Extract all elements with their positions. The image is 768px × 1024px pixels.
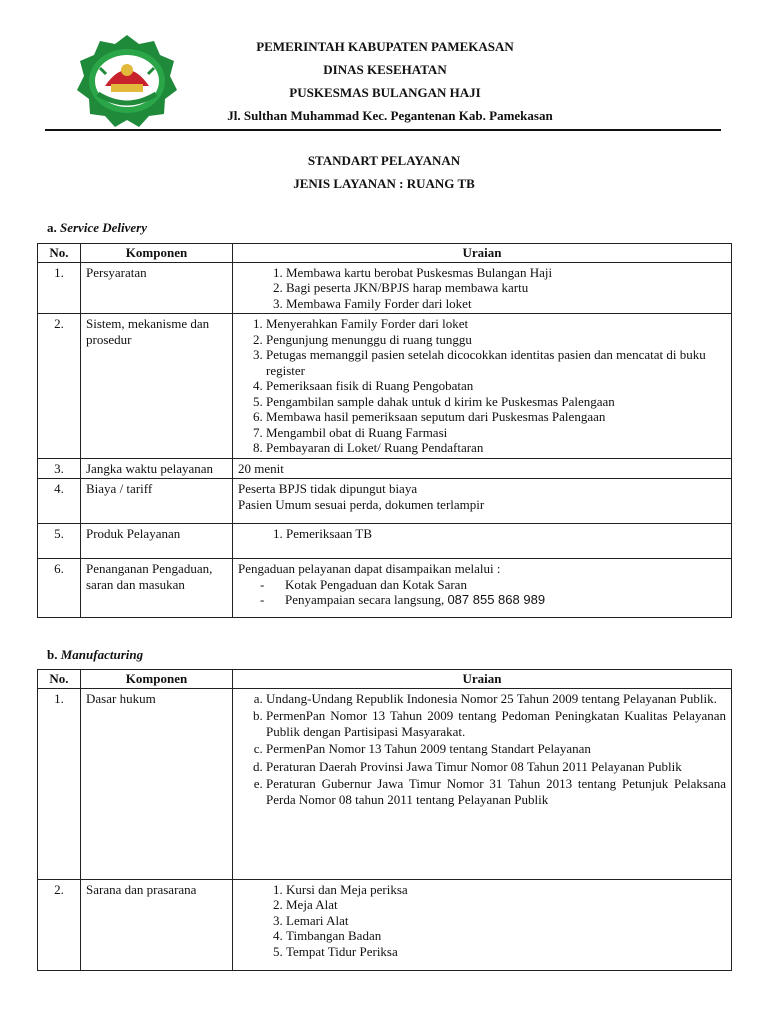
- table-header-row: [38, 670, 732, 689]
- list-item: 3. Lemari Alat: [286, 913, 726, 929]
- header-government: PEMERINTAH KABUPATEN PAMEKASAN: [256, 39, 514, 54]
- list-item: a. Undang-Undang Republik Indonesia Nomor 25 Tahun 2009 tentang Pelayanan Publik.: [266, 691, 726, 707]
- list-item: 4. Pemeriksaan fisik di Ruang Pengobatan: [266, 378, 726, 394]
- table-header-row: [38, 244, 732, 263]
- list-item: 4. Timbangan Badan: [286, 928, 726, 944]
- table-row: [38, 262, 732, 314]
- header-department: DINAS KESEHATAN: [323, 62, 447, 77]
- cost-line: Pasien Umum sesuai perda, dokumen terlampir: [238, 496, 485, 512]
- list-item: 2. Pengunjung menunggu di ruang tunggu: [266, 332, 726, 348]
- row-number: 3.: [38, 458, 81, 479]
- list-item: 1. Kursi dan Meja periksa: [286, 882, 726, 898]
- section-a-heading: a. Service Delivery: [47, 220, 147, 235]
- list-item: 7. Mengambil obat di Ruang Farmasi: [266, 425, 726, 441]
- row-uraian: [233, 559, 732, 618]
- row-number: 4.: [38, 479, 81, 524]
- row-uraian: 20 menit: [233, 458, 732, 479]
- row-uraian: [233, 314, 732, 459]
- column-header-no: No.: [38, 670, 81, 689]
- cost-line: Peserta BPJS tidak dipungut biaya: [238, 481, 418, 496]
- column-header-uraian: Uraian: [233, 244, 732, 263]
- column-header-uraian: Uraian: [233, 670, 732, 689]
- row-number: 2.: [38, 879, 81, 970]
- row-number: 1.: [38, 262, 81, 314]
- table-row: [38, 524, 732, 559]
- row-komponen: Produk Pelayanan: [81, 524, 233, 559]
- list-item: 2. Meja Alat: [286, 897, 726, 913]
- list-item: [260, 592, 726, 608]
- row-komponen: Biaya / tariff: [81, 479, 233, 524]
- list-item: 8. Pembayaran di Loket/ Ruang Pendaftaran: [266, 440, 726, 456]
- list-item: 1. Pemeriksaan TB: [286, 526, 726, 542]
- list-item: - Kotak Pengaduan dan Kotak Saran: [260, 577, 726, 593]
- row-uraian: [233, 479, 732, 524]
- phone-number: 087 855 868 989: [447, 592, 546, 607]
- direct-complaint-text: Penyampaian secara langsung,: [285, 592, 445, 607]
- row-komponen: Sarana dan prasarana: [81, 879, 233, 970]
- table-row: [38, 688, 732, 879]
- row-komponen: Sistem, mekanisme dan prosedur: [81, 314, 233, 459]
- header-institution: PUSKESMAS BULANGAN HAJI: [289, 85, 481, 100]
- header-divider: [45, 129, 721, 131]
- list-item: e. Peraturan Gubernur Jawa Timur Nomor 31 Tahun 2013 tentang Petunjuk Pelaksana Perda Nomor 08 tahun 2011 tentang Pelayanan Publik: [266, 776, 726, 807]
- row-uraian: [233, 879, 732, 970]
- service-delivery-table: [37, 243, 732, 618]
- row-number: 2.: [38, 314, 81, 459]
- table-row: [38, 559, 732, 618]
- table-row: [38, 879, 732, 970]
- list-item: 5. Tempat Tidur Periksa: [286, 944, 726, 960]
- row-number: 5.: [38, 524, 81, 559]
- row-komponen: Persyaratan: [81, 262, 233, 314]
- complaint-intro: Pengaduan pelayanan dapat disampaikan melalui :: [238, 561, 501, 576]
- section-b-heading: b. Manufacturing: [47, 647, 144, 662]
- list-item: 3. Membawa Family Forder dari loket: [286, 296, 726, 312]
- list-item: 5. Pengambilan sample dahak untuk d kirim ke Puskesmas Palengaan: [266, 394, 726, 410]
- header-address: Jl. Sulthan Muhammad Kec. Pegantenan Kab. Pamekasan: [227, 108, 553, 123]
- row-number: 6.: [38, 559, 81, 618]
- manufacturing-table: [37, 669, 732, 971]
- list-item: 1. Membawa kartu berobat Puskesmas Bulangan Haji: [286, 265, 726, 281]
- list-item: d. Peraturan Daerah Provinsi Jawa Timur Nomor 08 Tahun 2011 Pelayanan Publik: [266, 759, 726, 775]
- list-item: 2. Bagi peserta JKN/BPJS harap membawa kartu: [286, 280, 726, 296]
- column-header-komponen: Komponen: [81, 244, 233, 263]
- row-uraian: [233, 524, 732, 559]
- row-komponen: Penanganan Pengaduan, saran dan masukan: [81, 559, 233, 618]
- document-title: STANDART PELAYANAN: [307, 153, 461, 168]
- list-item: 3. Petugas memanggil pasien setelah dicocokkan identitas pasien dan mencatat di buku register: [266, 347, 726, 378]
- pamekasan-emblem-logo: [76, 34, 178, 128]
- row-uraian: [233, 688, 732, 879]
- column-header-no: No.: [38, 244, 81, 263]
- list-item: c. PermenPan Nomor 13 Tahun 2009 tentang Standart Pelayanan: [266, 741, 726, 757]
- row-uraian: [233, 262, 732, 314]
- list-item: b. PermenPan Nomor 13 Tahun 2009 tentang Pedoman Peningkatan Kualitas Pelayanan Publik dengan Partisipasi Masyarakat.: [266, 708, 726, 739]
- list-item: 1. Menyerahkan Family Forder dari loket: [266, 316, 726, 332]
- table-row: [38, 458, 732, 479]
- row-number: 1.: [38, 688, 81, 879]
- column-header-komponen: Komponen: [81, 670, 233, 689]
- table-row: [38, 479, 732, 524]
- table-row: [38, 314, 732, 459]
- row-komponen: Dasar hukum: [81, 688, 233, 879]
- service-type-title: JENIS LAYANAN : RUANG TB: [293, 176, 475, 191]
- row-komponen: Jangka waktu pelayanan: [81, 458, 233, 479]
- list-item: 6. Membawa hasil pemeriksaan seputum dari Puskesmas Palengaan: [266, 409, 726, 425]
